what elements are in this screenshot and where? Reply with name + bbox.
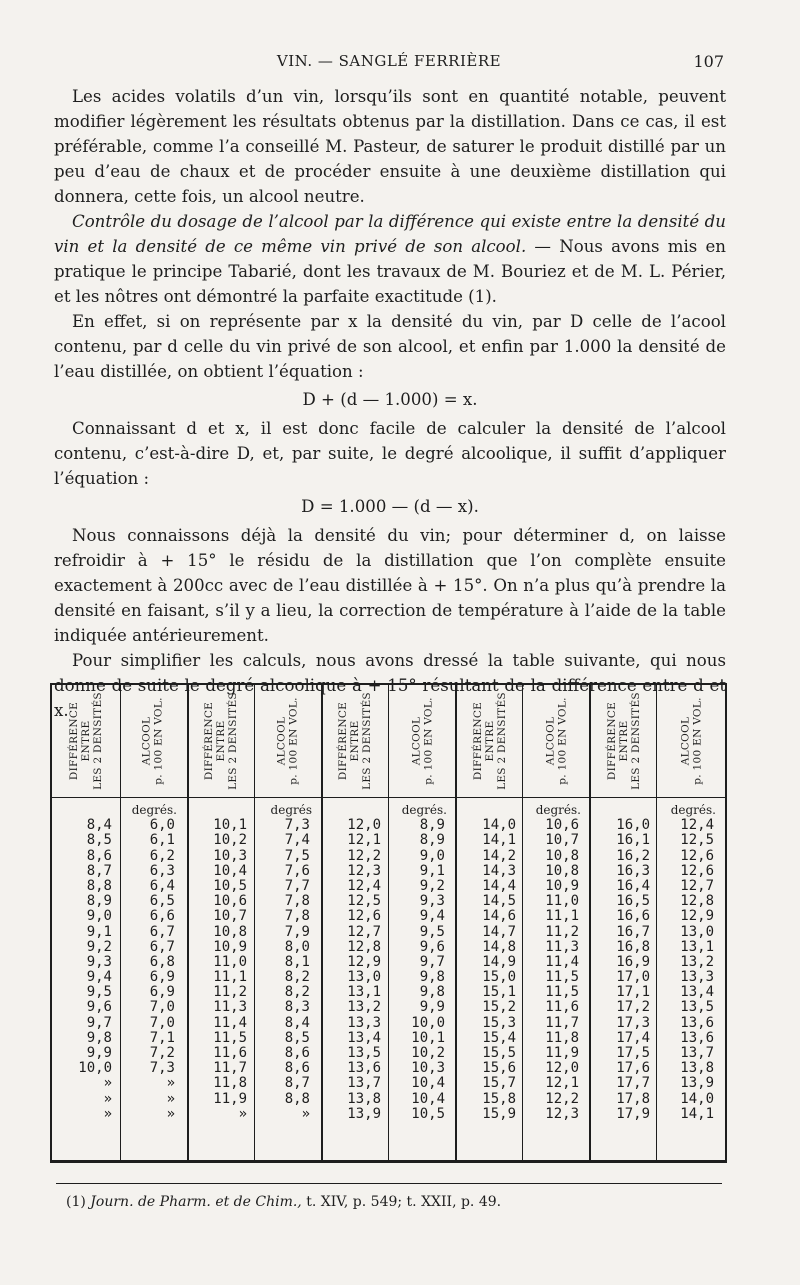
alcool-cell: 9,0 xyxy=(419,847,445,864)
difference-cell: 16,5 xyxy=(616,893,650,910)
difference-cell: 16,2 xyxy=(616,847,650,864)
difference-cell: 8,7 xyxy=(86,862,112,879)
alcool-cell: 12,8 xyxy=(680,893,714,910)
difference-cell: 13,2 xyxy=(347,999,381,1016)
header-difference xyxy=(52,689,120,793)
header-alcool-line: p. 100 EN VOL. xyxy=(557,697,570,785)
alcool-cell: 8,4 xyxy=(284,1014,310,1031)
difference-cell: 9,6 xyxy=(86,999,112,1016)
alcool-cell: 13,9 xyxy=(680,1075,714,1092)
difference-cell: 10,9 xyxy=(213,938,247,955)
alcool-cell: 10,7 xyxy=(545,832,579,849)
header-difference xyxy=(187,689,255,793)
difference-cell: 11,5 xyxy=(213,1029,247,1046)
difference-cell: 15,7 xyxy=(482,1075,516,1092)
alcool-cell: 6,2 xyxy=(149,847,175,864)
alcool-cell: 6,6 xyxy=(149,908,175,925)
alcool-cell: 8,2 xyxy=(284,969,310,986)
alcool-cell: 9,9 xyxy=(419,999,445,1016)
difference-cell: 9,4 xyxy=(86,969,112,986)
difference-cell: 10,2 xyxy=(213,832,247,849)
difference-cell: » xyxy=(103,1090,112,1107)
body-text xyxy=(54,84,726,723)
alcool-cell: 9,2 xyxy=(419,877,445,894)
difference-cell: 11,9 xyxy=(213,1090,247,1107)
difference-cell: 13,3 xyxy=(347,1014,381,1031)
header-difference xyxy=(590,689,658,793)
alcool-cell: 7,9 xyxy=(284,923,310,940)
alcool-cell: 12,1 xyxy=(545,1075,579,1092)
difference-cell: » xyxy=(103,1105,112,1122)
difference-cell: 11,7 xyxy=(213,1060,247,1077)
difference-cell: 15,4 xyxy=(482,1029,516,1046)
alcool-cell: 10,8 xyxy=(545,862,579,879)
difference-cell: 15,0 xyxy=(482,969,516,986)
difference-cell: 9,7 xyxy=(86,1014,112,1031)
alcool-cell: 6,1 xyxy=(149,832,175,849)
difference-cell: 16,7 xyxy=(616,923,650,940)
difference-cell: 10,1 xyxy=(213,817,247,834)
alcool-cell: 10,9 xyxy=(545,877,579,894)
difference-cell: 9,9 xyxy=(86,1045,112,1061)
alcool-cell: 6,7 xyxy=(149,923,175,940)
difference-cell: 15,1 xyxy=(482,984,516,1001)
difference-cell: 12,5 xyxy=(347,893,381,910)
alcool-cell: 13,4 xyxy=(680,984,714,1001)
difference-cell: 11,6 xyxy=(213,1045,247,1061)
difference-cell: » xyxy=(103,1075,112,1092)
alcool-cell: 9,5 xyxy=(419,923,445,940)
alcool-cell: » xyxy=(166,1090,175,1107)
header-difference-line: DIFFÉRENCE xyxy=(337,701,350,781)
alcool-cell: 13,0 xyxy=(680,923,714,940)
header-difference-line: DIFFÉRENCE xyxy=(68,701,81,781)
alcool-cell: 11,4 xyxy=(545,953,579,970)
alcool-cell: 12,6 xyxy=(680,847,714,864)
alcool-cell: 9,4 xyxy=(419,908,445,925)
running-title: VIN. — SANGLÉ FERRIÈRE xyxy=(276,52,502,70)
alcool-cell: 13,8 xyxy=(680,1060,714,1077)
alcool-cell: 11,1 xyxy=(545,908,579,925)
difference-cell: 13,6 xyxy=(347,1060,381,1077)
alcool-cell: 14,0 xyxy=(680,1090,714,1107)
header-alcool-line: p. 100 EN VOL. xyxy=(423,697,436,785)
unit-label: degrés. xyxy=(670,803,716,817)
alcool-cell: 13,7 xyxy=(680,1045,714,1061)
alcool-cell: 12,6 xyxy=(680,862,714,879)
header-difference-line: ENTRE xyxy=(215,720,228,762)
alcool-cell: 12,0 xyxy=(545,1060,579,1077)
alcool-cell: 12,4 xyxy=(680,817,714,834)
alcool-column xyxy=(254,803,322,1122)
difference-cell: 11,0 xyxy=(213,953,247,970)
alcool-cell: 8,5 xyxy=(284,1029,310,1046)
alcool-cell: 7,1 xyxy=(149,1029,175,1046)
alcool-cell: 9,8 xyxy=(419,984,445,1001)
difference-cell: 16,9 xyxy=(616,953,650,970)
alcool-cell: 6,9 xyxy=(149,969,175,986)
alcool-cell: 9,7 xyxy=(419,953,445,970)
alcool-column xyxy=(523,803,591,1122)
difference-cell: 16,8 xyxy=(616,938,650,955)
unit-label: degrés. xyxy=(131,803,177,817)
alcool-cell: 14,1 xyxy=(680,1105,714,1122)
unit-label: degrés. xyxy=(401,803,447,817)
alcool-cell: » xyxy=(166,1105,175,1122)
alcool-cell: 11,6 xyxy=(545,999,579,1016)
difference-cell: 17,7 xyxy=(616,1075,650,1092)
difference-cell: 16,0 xyxy=(616,817,650,834)
alcool-cell: 10,4 xyxy=(411,1090,445,1107)
paragraph-density-control xyxy=(54,209,726,309)
difference-cell: 16,3 xyxy=(616,862,650,879)
paragraph-table-intro: Pour simplifier les calculs, nous avons dressé la table suivante, qui nous donne de suite le degré alcoolique à + 15° résultant de la différence entre d et x. xyxy=(54,651,726,720)
alcool-cell: 7,4 xyxy=(284,832,310,849)
alcool-cell: 8,1 xyxy=(284,953,310,970)
alcool-cell: 13,2 xyxy=(680,953,714,970)
header-difference-line: LES 2 DENSITÉS xyxy=(496,692,509,790)
difference-cell: 10,4 xyxy=(213,862,247,879)
alcool-cell: 10,8 xyxy=(545,847,579,864)
alcool-cell: 7,3 xyxy=(284,817,310,834)
footnote-reference: t. XIV, p. 549; t. XXII, p. 49. xyxy=(301,1194,502,1210)
difference-cell: 14,9 xyxy=(482,953,516,970)
header-alcool xyxy=(389,689,457,793)
alcool-cell: 7,5 xyxy=(284,847,310,864)
difference-column xyxy=(590,803,658,1122)
difference-cell: 10,0 xyxy=(78,1060,112,1077)
paragraph-residue: Nous connaissons déjà la densité du vin; pour déterminer d, on laisse refroidir à + 15° le résidu de la distillation que l’on complète ensuite exactement à 200cc avec de l’eau distillée à + 15°. On n’a plus qu’à prendre la densité en faisant, s’il y a lieu, la correction de température à l’aide de la table indiquée antérieurement. xyxy=(54,526,726,645)
difference-cell: 11,4 xyxy=(213,1014,247,1031)
header-difference-line: DIFFÉRENCE xyxy=(472,701,485,781)
alcool-cell: 8,6 xyxy=(284,1060,310,1077)
unit-label: degrés xyxy=(270,803,312,817)
alcool-cell: 7,0 xyxy=(149,999,175,1016)
alcool-cell: 10,2 xyxy=(411,1045,445,1061)
difference-cell: 14,2 xyxy=(482,847,516,864)
difference-column xyxy=(321,803,389,1122)
difference-cell: 10,3 xyxy=(213,847,247,864)
alcool-cell: 12,7 xyxy=(680,877,714,894)
header-difference-line: LES 2 DENSITÉS xyxy=(227,692,240,790)
paragraph-knowing-d-x: Connaissant d et x, il est donc facile de calculer la densité de l’alcool contenu, c’est-à-dire D, et, par suite, le degré alcoolique, il suffit d’appliquer l’équation : xyxy=(54,419,726,488)
difference-cell: 9,1 xyxy=(86,923,112,940)
alcool-column xyxy=(119,803,187,1122)
footnote-journal: Journ. de Pharm. et de Chim., xyxy=(90,1194,302,1210)
difference-cell: 10,6 xyxy=(213,893,247,910)
header-alcool xyxy=(658,689,726,793)
difference-cell: 14,1 xyxy=(482,832,516,849)
difference-cell: 15,9 xyxy=(482,1105,516,1122)
difference-cell: 10,7 xyxy=(213,908,247,925)
difference-cell: 15,3 xyxy=(482,1014,516,1031)
header-alcool-line: ALCOOL xyxy=(680,716,693,766)
alcool-cell: 13,1 xyxy=(680,938,714,955)
alcool-cell: 8,2 xyxy=(284,984,310,1001)
alcool-cell: 7,7 xyxy=(284,877,310,894)
difference-cell: 14,7 xyxy=(482,923,516,940)
difference-cell: 17,4 xyxy=(616,1029,650,1046)
difference-cell: 8,5 xyxy=(86,832,112,849)
alcool-cell: 6,5 xyxy=(149,893,175,910)
header-alcool-line: p. 100 EN VOL. xyxy=(288,697,301,785)
page-number: 107 xyxy=(693,52,724,71)
header-alcool xyxy=(523,689,591,793)
header-difference-line: LES 2 DENSITÉS xyxy=(92,692,105,790)
alcool-cell: 9,8 xyxy=(419,969,445,986)
alcool-cell: 7,2 xyxy=(149,1045,175,1061)
alcool-cell: 11,3 xyxy=(545,938,579,955)
alcool-cell: 6,9 xyxy=(149,984,175,1001)
header-difference-line: ENTRE xyxy=(80,720,93,762)
alcool-cell: 10,1 xyxy=(411,1029,445,1046)
alcool-cell: 8,9 xyxy=(419,832,445,849)
difference-cell: 11,3 xyxy=(213,999,247,1016)
alcool-cell: 6,8 xyxy=(149,953,175,970)
difference-cell: 13,1 xyxy=(347,984,381,1001)
difference-cell: 12,6 xyxy=(347,908,381,925)
difference-cell: 9,5 xyxy=(86,984,112,1001)
alcool-column xyxy=(658,803,726,1122)
header-difference-line: ENTRE xyxy=(349,720,362,762)
alcool-cell: 7,0 xyxy=(149,1014,175,1031)
header-alcool-line: p. 100 EN VOL. xyxy=(692,697,705,785)
difference-column xyxy=(187,803,255,1122)
difference-cell: 10,5 xyxy=(213,877,247,894)
alcool-cell: 10,4 xyxy=(411,1075,445,1092)
alcool-column xyxy=(389,803,457,1122)
difference-cell: 13,4 xyxy=(347,1029,381,1046)
difference-cell: 12,8 xyxy=(347,938,381,955)
alcool-cell: 11,9 xyxy=(545,1045,579,1061)
alcool-cell: » xyxy=(301,1105,310,1122)
header-difference xyxy=(321,689,389,793)
difference-cell: 15,2 xyxy=(482,999,516,1016)
difference-cell: 17,2 xyxy=(616,999,650,1016)
alcool-cell: 11,2 xyxy=(545,923,579,940)
paragraph-volatile-acids: Les acides volatils d’un vin, lorsqu’ils sont en quantité notable, peuvent modifier légèrement les résultats obtenus par la distillation. Dans ce cas, il est préférable, comme l’a conseillé M. Pasteur, de saturer le produit distillé par un peu d’eau de chaux et de procéder ensuite à une deuxième distillation qui donnera, cette fois, un alcool neutre. xyxy=(54,87,726,206)
difference-column xyxy=(456,803,524,1122)
header-difference-line: LES 2 DENSITÉS xyxy=(361,692,374,790)
alcool-cell: 8,0 xyxy=(284,938,310,955)
header-alcool-line: p. 100 EN VOL. xyxy=(153,697,166,785)
header-alcool-line: ALCOOL xyxy=(276,716,289,766)
difference-cell: 9,0 xyxy=(86,908,112,925)
difference-cell: 13,9 xyxy=(347,1105,381,1122)
header-difference-line: ENTRE xyxy=(484,720,497,762)
equation-1: D + (d — 1.000) = x. xyxy=(302,390,478,409)
difference-cell: 17,8 xyxy=(616,1090,650,1107)
alcool-cell: 13,5 xyxy=(680,999,714,1016)
alcool-cell: 12,9 xyxy=(680,908,714,925)
alcool-cell: » xyxy=(166,1075,175,1092)
difference-cell: 14,8 xyxy=(482,938,516,955)
alcohol-degree-table xyxy=(50,683,727,1163)
alcool-cell: 8,7 xyxy=(284,1075,310,1092)
alcool-cell: 11,7 xyxy=(545,1014,579,1031)
difference-cell: 8,9 xyxy=(86,893,112,910)
difference-cell: 16,6 xyxy=(616,908,650,925)
difference-cell: 11,2 xyxy=(213,984,247,1001)
difference-cell: 8,6 xyxy=(86,847,112,864)
alcool-cell: 11,0 xyxy=(545,893,579,910)
alcool-cell: 8,6 xyxy=(284,1045,310,1061)
alcool-cell: 10,5 xyxy=(411,1105,445,1122)
alcool-cell: 13,6 xyxy=(680,1014,714,1031)
footnote-rule xyxy=(56,1183,722,1184)
alcool-cell: 9,1 xyxy=(419,862,445,879)
alcool-cell: 10,3 xyxy=(411,1060,445,1077)
difference-cell: 9,8 xyxy=(86,1029,112,1046)
header-alcool-line: ALCOOL xyxy=(545,716,558,766)
alcool-cell: 8,3 xyxy=(284,999,310,1016)
alcool-cell: 13,6 xyxy=(680,1029,714,1046)
alcool-cell: 10,6 xyxy=(545,817,579,834)
difference-cell: 12,3 xyxy=(347,862,381,879)
header-difference-line: LES 2 DENSITÉS xyxy=(630,692,643,790)
difference-cell: 10,8 xyxy=(213,923,247,940)
difference-cell: 17,0 xyxy=(616,969,650,986)
difference-cell: 17,6 xyxy=(616,1060,650,1077)
difference-cell: 15,6 xyxy=(482,1060,516,1077)
header-alcool-line: ALCOOL xyxy=(411,716,424,766)
difference-cell: 14,0 xyxy=(482,817,516,834)
alcool-cell: 7,3 xyxy=(149,1060,175,1077)
difference-cell: 15,5 xyxy=(482,1045,516,1061)
difference-cell: 14,5 xyxy=(482,893,516,910)
difference-cell: 13,7 xyxy=(347,1075,381,1092)
difference-cell: 9,2 xyxy=(86,938,112,955)
difference-cell: 17,9 xyxy=(616,1105,650,1122)
difference-cell: 16,4 xyxy=(616,877,650,894)
alcool-cell: 6,0 xyxy=(149,817,175,834)
alcool-cell: 8,8 xyxy=(284,1090,310,1107)
alcool-cell: 9,3 xyxy=(419,893,445,910)
footnote xyxy=(66,1194,501,1210)
header-difference xyxy=(456,689,524,793)
difference-cell: 12,2 xyxy=(347,847,381,864)
alcool-cell: 6,3 xyxy=(149,862,175,879)
difference-column xyxy=(52,803,120,1122)
header-alcool xyxy=(119,689,187,793)
alcool-cell: 12,5 xyxy=(680,832,714,849)
alcool-cell: 11,8 xyxy=(545,1029,579,1046)
alcool-cell: 11,5 xyxy=(545,969,579,986)
alcool-cell: 6,7 xyxy=(149,938,175,955)
difference-cell: 13,0 xyxy=(347,969,381,986)
difference-cell: 15,8 xyxy=(482,1090,516,1107)
footnote-marker: (1) xyxy=(66,1194,86,1210)
difference-cell: 11,1 xyxy=(213,969,247,986)
difference-cell: 12,9 xyxy=(347,953,381,970)
alcool-cell: 8,9 xyxy=(419,817,445,834)
header-alcool xyxy=(254,689,322,793)
difference-cell: 8,4 xyxy=(86,817,112,834)
equation-2: D = 1.000 — (d — x). xyxy=(301,497,479,516)
paragraph-equation-intro: En effet, si on représente par x la densité du vin, par D celle de l’acool contenu, par d celle du vin privé de son alcool, et enfin par 1.000 la densité de l’eau distillée, on obtient l’équation : xyxy=(54,312,726,381)
header-difference-line: DIFFÉRENCE xyxy=(606,701,619,781)
difference-cell: 13,8 xyxy=(347,1090,381,1107)
header-difference-line: DIFFÉRENCE xyxy=(203,701,216,781)
alcool-cell: 9,6 xyxy=(419,938,445,955)
difference-cell: 17,1 xyxy=(616,984,650,1001)
header-alcool-line: ALCOOL xyxy=(141,716,154,766)
difference-cell: 12,0 xyxy=(347,817,381,834)
alcool-cell: 12,2 xyxy=(545,1090,579,1107)
alcool-cell: 6,4 xyxy=(149,877,175,894)
alcool-cell: 7,8 xyxy=(284,893,310,910)
section-heading-italic: Contrôle du dosage de l’alcool par la différence qui existe entre la densité du vin et la densité de ce même vin privé de son alcool. xyxy=(54,212,726,256)
alcool-cell: 7,6 xyxy=(284,862,310,879)
header-difference-line: ENTRE xyxy=(618,720,631,762)
alcool-cell: 11,5 xyxy=(545,984,579,1001)
alcool-cell: 7,8 xyxy=(284,908,310,925)
difference-cell: 12,1 xyxy=(347,832,381,849)
alcool-cell: 10,0 xyxy=(411,1014,445,1031)
alcool-cell: 12,3 xyxy=(545,1105,579,1122)
difference-cell: 12,7 xyxy=(347,923,381,940)
difference-cell: 9,3 xyxy=(86,953,112,970)
difference-cell: 14,6 xyxy=(482,908,516,925)
unit-label: degrés. xyxy=(535,803,581,817)
difference-cell: 14,3 xyxy=(482,862,516,879)
difference-cell: 16,1 xyxy=(616,832,650,849)
paragraph-density-control-rest: — Nous avons mis en pratique le principe Tabarié, dont les travaux de M. Bouriez et de M. L. Périer, et les nôtres ont démontré la parfaite exactitude (1). xyxy=(54,237,726,306)
difference-cell: » xyxy=(238,1105,247,1122)
running-header xyxy=(54,52,724,74)
alcool-cell: 13,3 xyxy=(680,969,714,986)
difference-cell: 17,5 xyxy=(616,1045,650,1061)
difference-cell: 17,3 xyxy=(616,1014,650,1031)
difference-cell: 8,8 xyxy=(86,877,112,894)
difference-cell: 11,8 xyxy=(213,1075,247,1092)
difference-cell: 14,4 xyxy=(482,877,516,894)
difference-cell: 12,4 xyxy=(347,877,381,894)
difference-cell: 13,5 xyxy=(347,1045,381,1061)
